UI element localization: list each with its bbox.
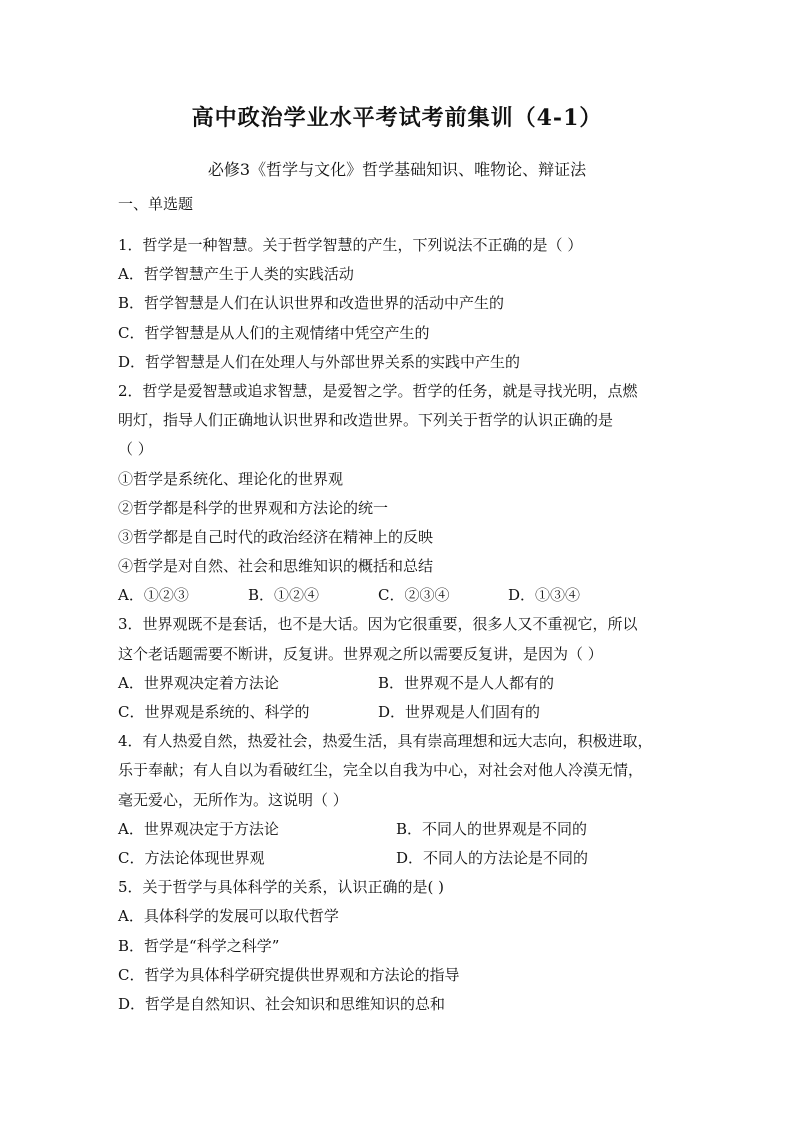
question-5-stem: 5．关于哲学与具体科学的关系，认识正确的是( ): [118, 878, 445, 897]
question-1-option-d: D．哲学智慧是人们在处理人与外部世界关系的实践中产生的: [118, 352, 521, 371]
question-5-option-a: A．具体科学的发展可以取代哲学: [118, 907, 339, 926]
question-2-statement-1: ①哲学是系统化、理论化的世界观: [118, 469, 344, 488]
question-2-options: [118, 581, 678, 610]
question-2-statement-3: ③哲学都是自己时代的政治经济在精神上的反映: [118, 527, 434, 546]
question-3-options-row-2: [118, 698, 678, 727]
question-2-stem-line-1: 2．哲学是爱智慧或追求智慧，是爱智之学。哲学的任务，就是寻找光明，点燃: [118, 381, 638, 400]
question-4-option-d: D．不同人的方法论是不同的: [396, 848, 589, 867]
question-1-option-b: B．哲学智慧是人们在认识世界和改造世界的活动中产生的: [118, 294, 505, 313]
question-2-option-a: A．①②③: [118, 586, 189, 605]
question-3-option-a: A．世界观决定着方法论: [118, 673, 279, 692]
question-list: [118, 231, 678, 1019]
question-3-option-d: D．世界观是人们固有的: [378, 703, 541, 721]
question-4-stem-line-1: 4．有人热爱自然，热爱社会，热爱生活，具有崇高理想和远大志向，积极进取，: [118, 732, 653, 751]
question-3-option-b: B．世界观不是人人都有的: [378, 673, 555, 692]
question-1-stem: 1．哲学是一种智慧。关于哲学智慧的产生，下列说法不正确的是（ ）: [118, 236, 583, 254]
question-5-option-d: D．哲学是自然知识、社会知识和思维知识的总和: [118, 994, 446, 1013]
question-1-option-c: C．哲学智慧是从人们的主观情绪中凭空产生的: [118, 323, 430, 342]
question-4-option-a: A．世界观决定于方法论: [118, 819, 279, 838]
question-4-stem-line-3: 毫无爱心，无所作为。这说明（ ）: [118, 790, 348, 809]
question-4-options-row-1: [118, 815, 678, 844]
section-heading: 一、单选题: [118, 195, 194, 213]
question-2-option-d: D．①③④: [508, 586, 581, 605]
page-title: 高中政治学业水平考试考前集训（4-1）: [191, 105, 603, 131]
page-subtitle: 必修3《哲学与文化》哲学基础知识、唯物论、辩证法: [207, 160, 587, 179]
question-3-stem-line-1: 3．世界观既不是套话，也不是大话。因为它很重要，很多人又不重视它，所以: [118, 615, 638, 634]
question-3-options-row-1: [118, 669, 678, 698]
question-5-option-b: B．哲学是“科学之科学”: [118, 936, 280, 955]
question-2-stem-line-3: （ ）: [118, 440, 153, 459]
question-4-options-row-2: [118, 844, 678, 873]
question-1-option-a: A．哲学智慧产生于人类的实践活动: [118, 265, 354, 284]
question-4-option-b: B．不同人的世界观是不同的: [396, 819, 588, 838]
question-3-stem-line-2: 这个老话题需要不断讲，反复讲。世界观之所以需要反复讲，是因为（ ）: [118, 644, 603, 663]
question-2-option-b: B．①②④: [248, 586, 320, 605]
question-4-stem-line-2: 乐于奉献；有人自以为看破红尘，完全以自我为中心，对社会对他人冷漠无情，: [118, 761, 644, 780]
question-5-option-c: C．哲学为具体科学研究提供世界观和方法论的指导: [118, 965, 460, 984]
question-2-statement-2: ②哲学都是科学的世界观和方法论的统一: [118, 498, 389, 517]
question-2-stem-line-2: 明灯，指导人们正确地认识世界和改造世界。下列关于哲学的认识正确的是: [118, 411, 614, 430]
question-3-option-c: C．世界观是系统的、科学的: [118, 703, 310, 721]
question-4-option-c: C．方法论体现世界观: [118, 848, 265, 867]
question-2-statement-4: ④哲学是对自然、社会和思维知识的概括和总结: [118, 557, 434, 576]
question-2-option-c: C．②③④: [378, 586, 450, 605]
